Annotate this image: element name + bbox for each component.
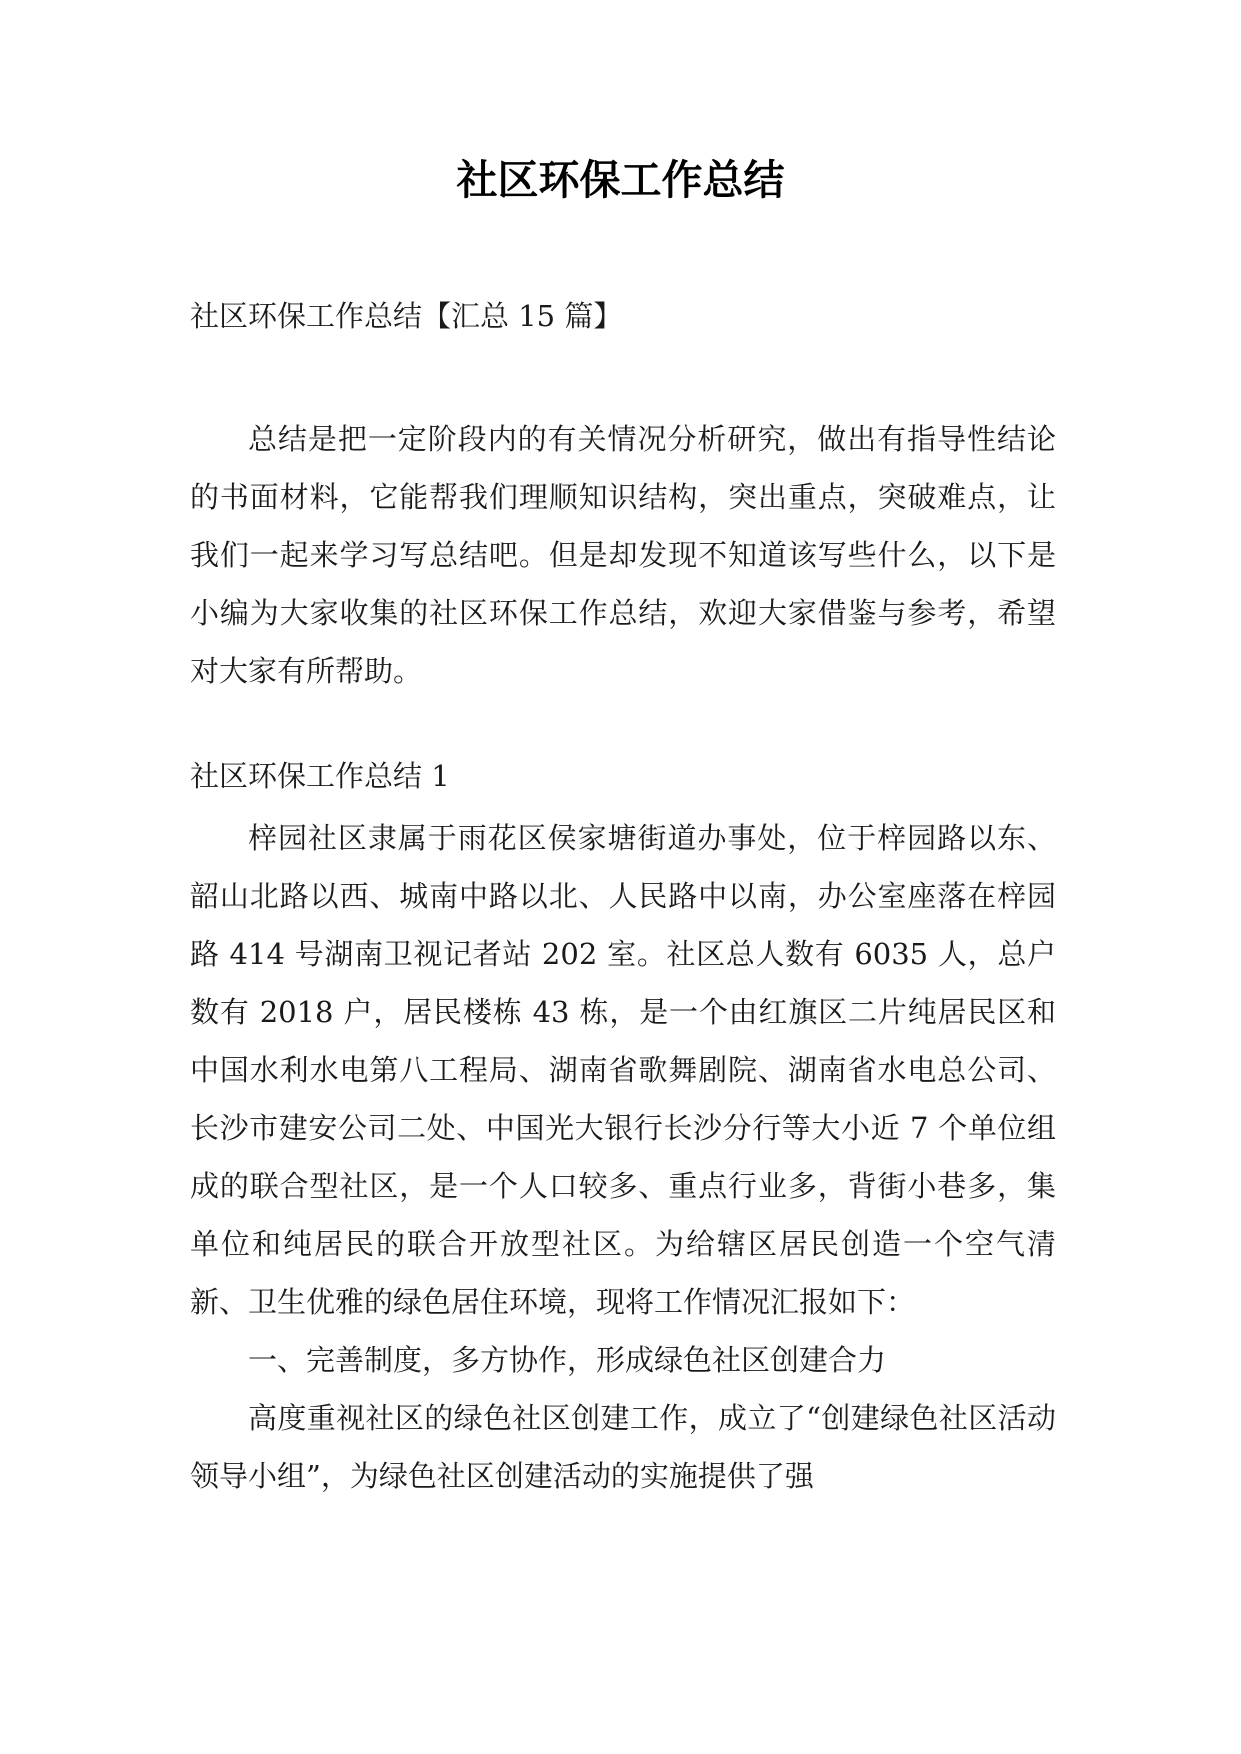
body-paragraph: 梓园社区隶属于雨花区侯家塘街道办事处，位于梓园路以东、韶山北路以西、城南中路以北、人民路中以南，办公室座落在梓园路 414 号湖南卫视记者站 202 室。社区总人数有 6035 人，总户数有 2018 户，居民楼栋 43 栋，是一个由红旗区二片纯居民区和中国水利水电第八工程局、湖南省歌舞剧院、湖南省水电总公司、长沙市建安公司二处、中国光大银行长沙分行等大小近 7 个单位组成的联合型社区，是一个人口较多、重点行业多，背街小巷多，集单位和纯居民的联合开放型社区。为给辖区居民创造一个空气清新、卫生优雅的绿色居住环境，现将工作情况汇报如下：: [190, 821, 1056, 1319]
body-heading: 一、完善制度，多方协作，形成绿色社区创建合力: [248, 1343, 887, 1377]
section-title: 社区环保工作总结 1: [190, 759, 450, 793]
document-subtitle: 社区环保工作总结【汇总 15 篇】: [190, 299, 623, 333]
section-body: [190, 809, 1056, 1505]
body-paragraph: 高度重视社区的绿色社区创建工作，成立了“创建绿色社区活动领导小组”，为绿色社区创建活动的实施提供了强: [190, 1401, 1056, 1493]
intro-paragraph: 总结是把一定阶段内的有关情况分析研究，做出有指导性结论的书面材料，它能帮我们理顺知识结构，突出重点，突破难点，让我们一起来学习写总结吧。但是却发现不知道该写些什么，以下是小编为大家收集的社区环保工作总结，欢迎大家借鉴与参考，希望对大家有所帮助。: [190, 422, 1056, 688]
document-title: 社区环保工作总结: [456, 156, 785, 204]
